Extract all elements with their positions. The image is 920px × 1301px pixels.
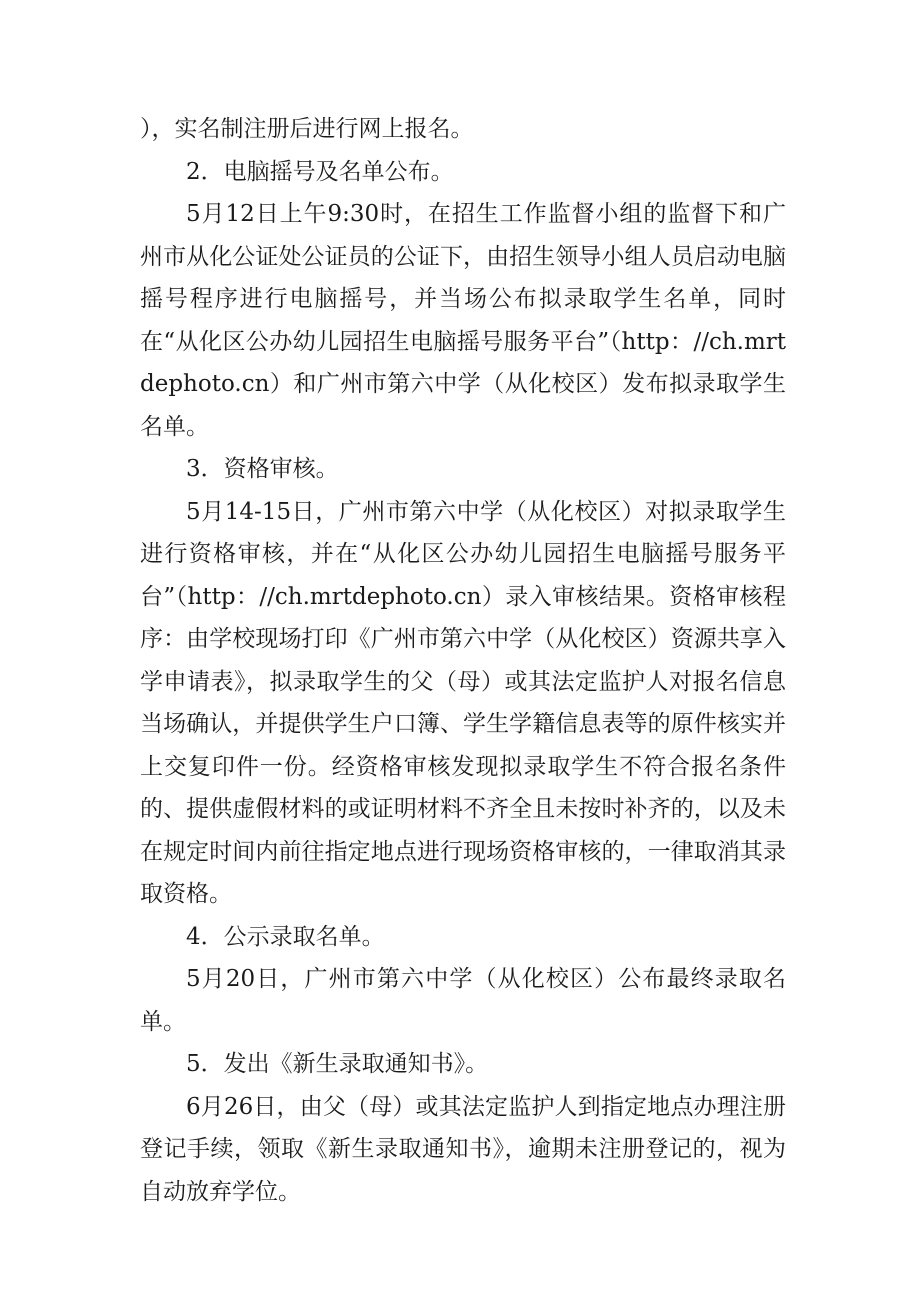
heading-step-5: 5．发出《新生录取通知书》。 xyxy=(186,1051,489,1077)
document-body xyxy=(140,108,786,1213)
paragraph-lottery: 5月12日上午9:30时，在招生工作监督小组的监督下和广州市从化公证处公证员的公证下，由招生领导小组人员启动电脑摇号程序进行电脑摇号，并当场公布拟录取学生名单，同时在“从化区公办幼儿园招生电脑摇号服务平台”（http：//ch.mrtdephoto.cn）和广州市第六中学（从化校区）发布拟录取学生名单。 xyxy=(140,201,786,440)
paragraph-registration: 6月26日，由父（母）或其法定监护人到指定地点办理注册登记手续，领取《新生录取通知书》，逾期未注册登记的，视为自动放弃学位。 xyxy=(140,1093,786,1205)
heading-step-2: 2．电脑摇号及名单公布。 xyxy=(186,158,454,185)
heading-step-3: 3．资格审核。 xyxy=(186,456,339,482)
heading-step-4: 4．公示录取名单。 xyxy=(186,923,385,950)
paragraph-publicity: 5月20日，广州市第六中学（从化校区）公布最终录取名单。 xyxy=(140,966,786,1035)
paragraph-qualification: 5月14-15日，广州市第六中学（从化校区）对拟录取学生进行资格审核，并在“从化区公办幼儿园招生电脑摇号服务平台”（http：//ch.mrtdephoto.cn）录入审核结果。资格审核程序：由学校现场打印《广州市第六中学（从化校区）资源共享入学申请表》，拟录取学生的父（母）或其法定监护人对报名信息当场确认，并提供学生户口簿、学生学籍信息表等的原件核实并上交复印件一份。经资格审核发现拟录取学生不符合报名条件的、提供虚假材料的或证明材料不齐全且未按时补齐的，以及未在规定时间内前往指定地点进行现场资格审核的，一律取消其录取资格。 xyxy=(140,498,786,907)
paragraph-continuation: ），实名制注册后进行网上报名。 xyxy=(140,116,474,142)
